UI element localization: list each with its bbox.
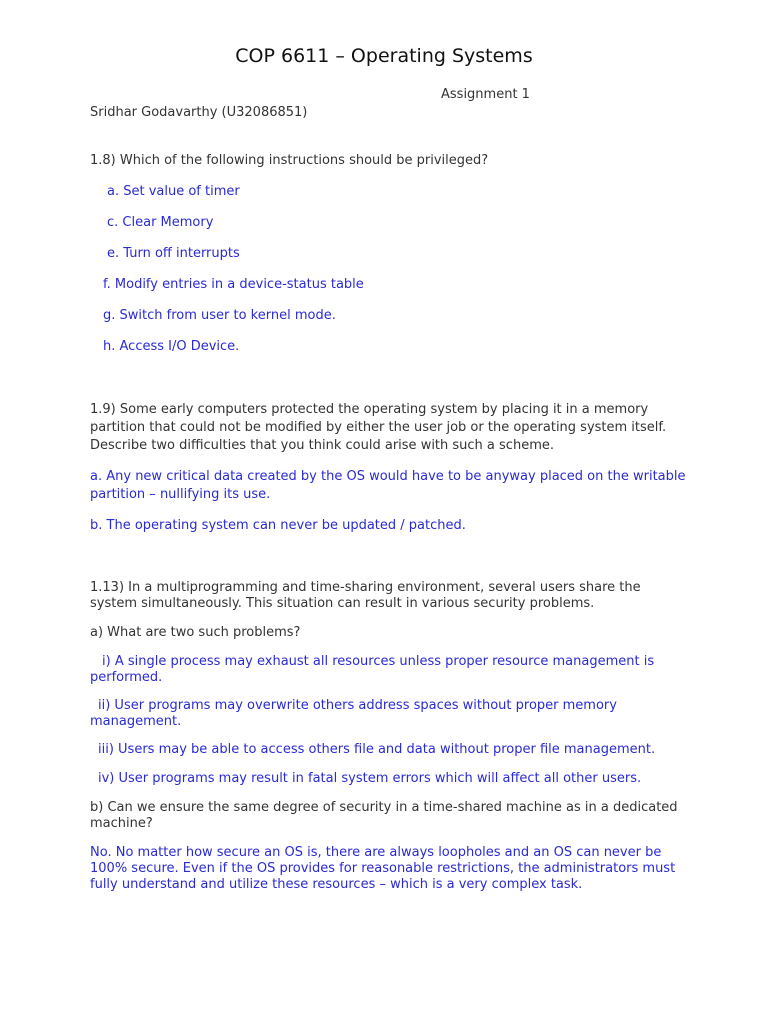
question-1-13-part-a: a) What are two such problems? — [90, 625, 301, 640]
page-title: COP 6611 – Operating Systems — [235, 45, 533, 67]
answer-1-8-f: f. Modify entries in a device-status table — [103, 277, 364, 292]
answer-1-13-iv: iv) User programs may result in fatal system errors which will affect all other users. — [98, 771, 642, 786]
answer-1-9-a: a. Any new critical data created by the OS would have to be anyway placed on the writable partition – nullifying its use. — [90, 469, 686, 502]
answer-1-13-iii: iii) Users may be able to access others file and data without proper file management. — [98, 742, 656, 757]
question-1-13-part-b: b) Can we ensure the same degree of security in a time-shared machine as in a dedicated machine? — [90, 800, 678, 831]
answer-1-8-a: a. Set value of timer — [107, 184, 240, 199]
answer-1-8-e: e. Turn off interrupts — [107, 246, 240, 261]
question-1-8: 1.8) Which of the following instructions should be privileged? — [90, 153, 489, 168]
assignment-label: Assignment 1 — [441, 87, 530, 102]
question-1-13: 1.13) In a multiprogramming and time-sharing environment, several users share the system simultaneously. This situation can result in various security problems. — [90, 580, 641, 611]
answer-1-9-b: b. The operating system can never be updated / patched. — [90, 518, 466, 533]
answer-1-13-b: No. No matter how secure an OS is, there are always loopholes and an OS can never be 100% secure. Even if the OS provides for reasonable restrictions, the administrators must fully understand and utilize these resources – which is a very complex task. — [90, 845, 676, 892]
answer-1-8-c: c. Clear Memory — [107, 215, 214, 230]
author-line: Sridhar Godavarthy (U32086851) — [90, 105, 308, 120]
answer-1-8-h: h. Access I/O Device. — [103, 339, 240, 354]
question-1-9: 1.9) Some early computers protected the operating system by placing it in a memory partition that could not be modified by either the user job or the operating system itself. Describe two difficulties that you think could arise with such a scheme. — [90, 402, 667, 453]
answer-1-8-g: g. Switch from user to kernel mode. — [103, 308, 336, 323]
answer-1-13-i: i) A single process may exhaust all resources unless proper resource management is performed. — [90, 654, 655, 685]
answer-1-13-ii: ii) User programs may overwrite others address spaces without proper memory management. — [90, 698, 617, 729]
